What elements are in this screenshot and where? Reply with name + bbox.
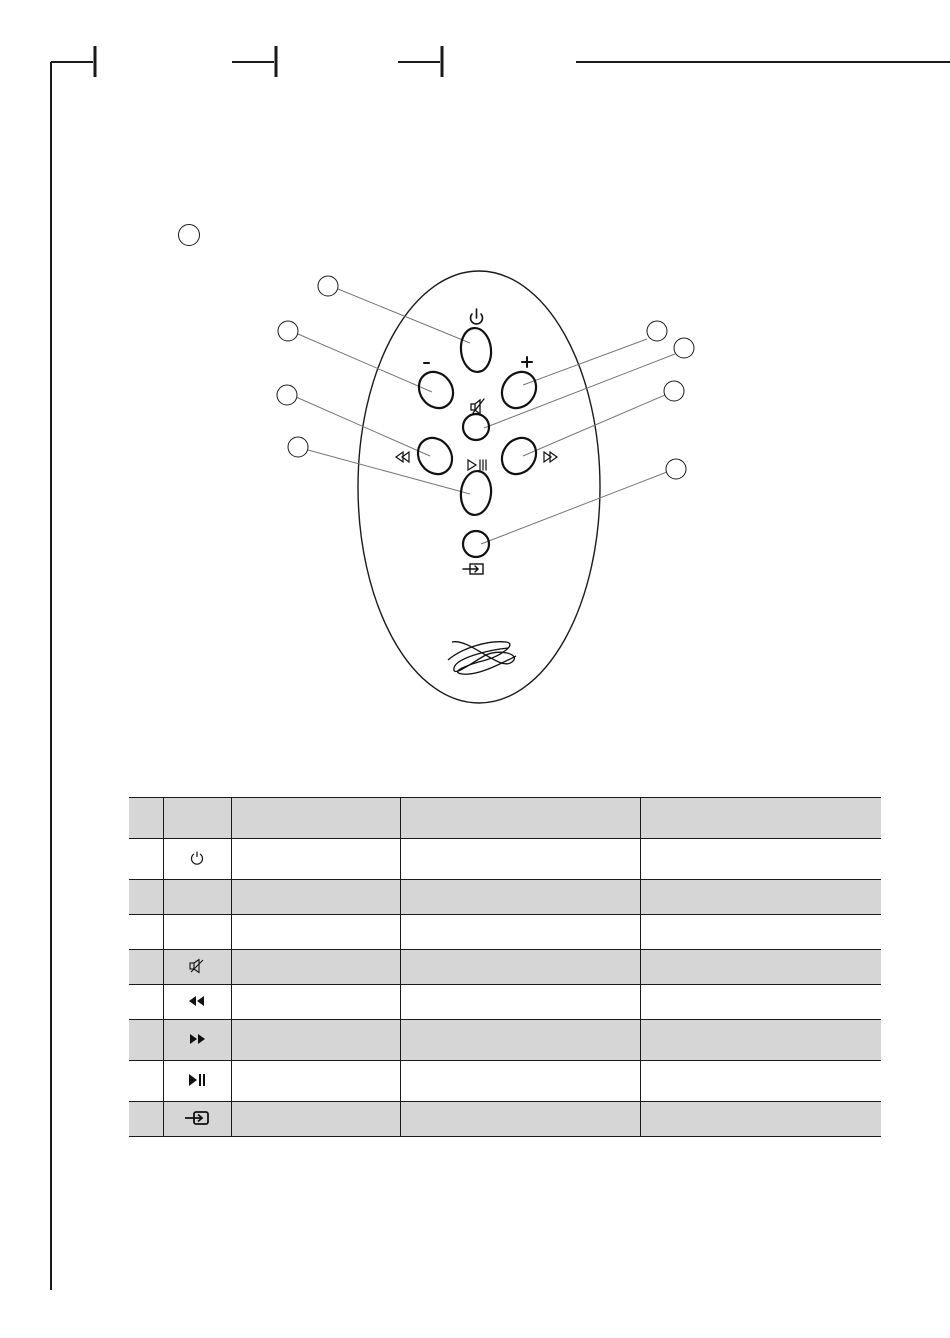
table-cell [400,880,640,915]
power-icon [189,850,205,866]
table-cell-icon [163,1061,231,1102]
table-cell [640,798,881,839]
table-cell [640,880,881,915]
table-cell [400,950,640,985]
table-cell-icon [163,1020,231,1061]
callout-3 [277,385,297,405]
power-icon [471,309,483,324]
table-cell-icon [163,880,231,915]
table-cell-icon [163,1102,231,1137]
table-cell [640,985,881,1020]
plus-icon [522,357,532,367]
table-cell-icon [163,950,231,985]
table-row [129,880,881,915]
table-cell [231,839,400,880]
table-cell [640,839,881,880]
rewind-button [411,431,459,480]
fast-forward-icon [544,452,557,462]
table-cell [400,798,640,839]
source-icon [183,1110,211,1126]
table-cell [231,915,400,950]
table-cell [400,1061,640,1102]
fast-forward-button [495,431,543,480]
table-cell [231,798,400,839]
table-cell [129,839,163,880]
power-button [459,327,493,374]
table-row [129,915,881,950]
rewind-icon [396,452,409,462]
table-row [129,1020,881,1061]
table-cell [129,798,163,839]
play-pause-button [459,470,493,517]
table-cell [400,985,640,1020]
source-button [463,531,489,557]
table-cell [231,1102,400,1137]
rewind-icon [187,995,207,1007]
table-cell [400,915,640,950]
callout-1 [318,276,338,296]
table-row [129,798,881,839]
table-cell-icon [163,915,231,950]
table-cell [231,985,400,1020]
mute-button [463,414,489,440]
table-cell [640,915,881,950]
table-cell [231,1020,400,1061]
key-function-table [129,797,881,1137]
table-cell-icon [163,798,231,839]
fast-forward-icon [187,1033,207,1045]
callout-7 [664,381,684,401]
table-cell [640,1020,881,1061]
table-cell [640,1102,881,1137]
table-row [129,1061,881,1102]
callout-8 [666,459,686,479]
table-row [129,839,881,880]
callout-6 [674,338,694,358]
table-cell [640,1061,881,1102]
remote-body [358,271,600,703]
table-cell [129,1102,163,1137]
table-cell [400,1020,640,1061]
mute-icon [471,399,484,414]
mute-icon [188,958,206,974]
play-pause-icon [468,460,486,470]
volume-down-button [412,365,460,414]
table-cell [640,950,881,985]
logo-icon [448,642,516,675]
callout-4 [288,437,308,457]
table-cell [231,880,400,915]
table-cell-icon [163,839,231,880]
callout-2 [278,321,298,341]
volume-up-button [495,365,543,414]
table-row [129,1102,881,1137]
table-cell [129,1061,163,1102]
table-row [129,950,881,985]
table-cell [129,950,163,985]
table-cell [129,880,163,915]
table-cell [231,1061,400,1102]
table-cell-icon [163,985,231,1020]
table-cell [129,985,163,1020]
table-cell [129,1020,163,1061]
table-row [129,985,881,1020]
table-cell [231,950,400,985]
callout-5 [647,321,667,341]
table-cell [129,915,163,950]
table-cell [400,1102,640,1137]
play-pause-icon [187,1073,207,1087]
table-cell [400,839,640,880]
source-icon [463,564,483,574]
